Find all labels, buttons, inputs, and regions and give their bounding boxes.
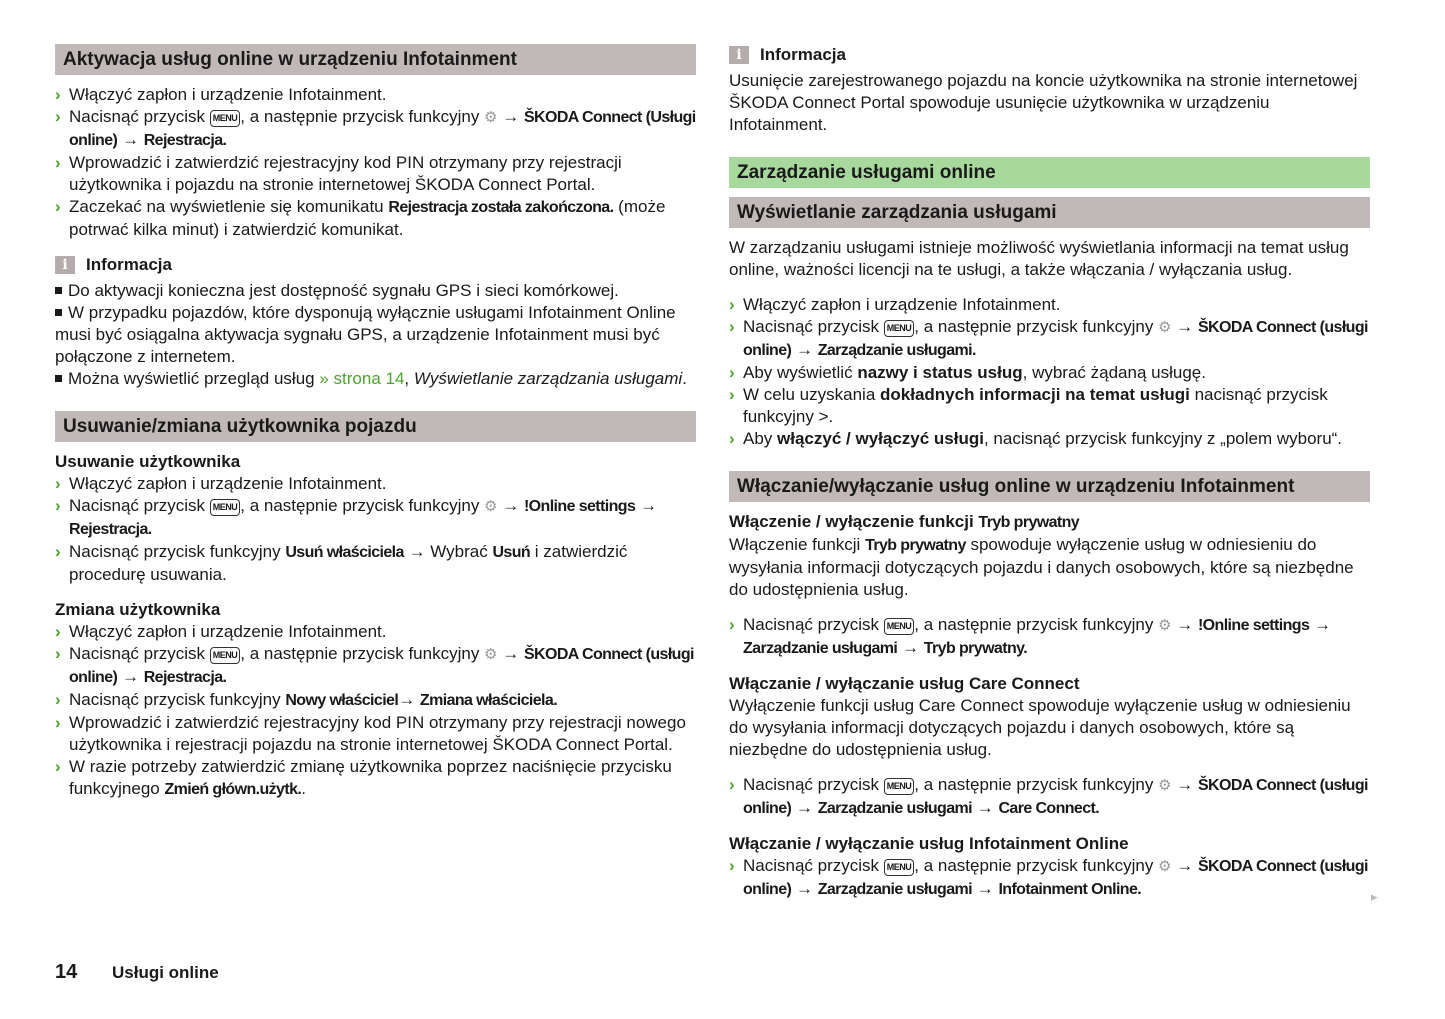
text: , wybrać żądaną usługę. — [1022, 363, 1206, 382]
spacer — [729, 761, 1370, 774]
text: Nacisnąć przycisk — [69, 644, 210, 663]
text: Usunięcie zarejestrowanego pojazdu na koncie użytkownika na stronie internetowej ŠKODA Connect Portal spowoduje usunięcie użytkownika w urządzeniu Infotainment. — [729, 71, 1358, 134]
text: W razie potrzeby zatwierdzić zmianę użytkownika poprzez naciśnięcie przycisku funkcyjnego — [69, 757, 672, 798]
info-icon: i — [729, 46, 749, 64]
emphasized-text: ŠKODA Connect (usługi online) — [743, 858, 1368, 898]
instruction-step — [55, 84, 696, 106]
instruction-step — [729, 316, 1370, 362]
menu-button-icon: MENU — [210, 499, 241, 516]
text: , a następnie przycisk funkcyjny — [914, 317, 1159, 336]
spacer — [729, 601, 1370, 614]
text: Nacisnąć przycisk — [743, 856, 884, 875]
text: Włączyć zapłon i urządzenie Infotainment. — [69, 622, 387, 641]
square-bullet-icon — [55, 287, 62, 294]
text: Usuwanie użytkownika — [55, 452, 241, 471]
bullet-arrow-icon: › — [55, 107, 61, 126]
info-icon: i — [55, 256, 75, 274]
text: → — [971, 879, 999, 898]
bullet-arrow-icon: › — [55, 474, 61, 493]
bullet-arrow-icon: › — [729, 295, 735, 314]
subheading — [729, 511, 1370, 534]
text: Nacisnąć przycisk funkcyjny — [69, 542, 286, 561]
bullet-arrow-icon: › — [55, 713, 61, 732]
section-heading — [55, 44, 696, 75]
text: → — [791, 340, 818, 359]
paragraph — [729, 70, 1370, 136]
spacer — [55, 390, 696, 411]
text: Nacisnąć przycisk — [743, 317, 884, 336]
menu-button-icon: MENU — [884, 859, 915, 876]
emphasized-text: Zarządzanie usługami. — [817, 342, 976, 359]
paragraph — [729, 237, 1370, 281]
emphasized-text: Tryb prywatny — [865, 537, 966, 554]
spacer — [729, 136, 1370, 157]
instruction-step — [729, 384, 1370, 428]
text: Aby — [743, 429, 778, 448]
gear-icon: ⚙ — [484, 646, 498, 663]
instruction-step — [729, 362, 1370, 384]
text: , a następnie przycisk funkcyjny — [914, 856, 1159, 875]
emphasized-text: Zarządzanie usługami — [817, 800, 972, 817]
subheading — [55, 451, 696, 473]
spacer — [729, 281, 1370, 294]
instruction-step — [55, 106, 696, 152]
section-name: Usługi online — [111, 963, 219, 982]
menu-button-icon: MENU — [210, 647, 241, 664]
text: W przypadku pojazdów, które dysponują wyłącznie usługami Infotainment Online musi być osiągalna aktywacja sygnału GPS, a urządzenie Infotainment musi być połączone z internetem. — [55, 303, 676, 366]
emphasized-text: Zarządzanie usługami — [743, 640, 898, 657]
emphasized-text: Usuń — [492, 544, 531, 561]
text: → — [497, 107, 524, 126]
page-reference-link[interactable]: » strona 14 — [319, 369, 405, 388]
bullet-arrow-icon: › — [55, 644, 61, 663]
text: Wprowadzić i zatwierdzić rejestracyjny kod PIN otrzymany przy rejestracji nowego użytkownika i rejestracji pojazdu na stronie internetowej ŠKODA Connect Portal. — [69, 713, 686, 754]
instruction-step — [729, 855, 1370, 901]
text: Można wyświetlić przegląd usług — [68, 369, 320, 388]
text: , — [404, 369, 414, 388]
text: → — [117, 130, 144, 149]
text: → Wybrać — [403, 542, 493, 561]
info-note-heading — [55, 254, 696, 276]
text: Włączyć zapłon i urządzenie Infotainment. — [69, 474, 387, 493]
instruction-step — [729, 428, 1370, 450]
text: . — [301, 779, 306, 798]
emphasized-text: Tryb prywatny. — [923, 640, 1028, 657]
text: Nacisnąć przycisk — [743, 615, 884, 634]
instruction-step — [729, 774, 1370, 820]
gear-icon: ⚙ — [484, 498, 498, 515]
square-bullet-icon — [55, 309, 62, 316]
chapter-heading — [729, 157, 1370, 188]
emphasized-text: Rejestracja. — [143, 132, 227, 149]
emphasized-text: !Online settings — [1197, 617, 1310, 634]
instruction-step — [55, 643, 696, 689]
text: , a następnie przycisk funkcyjny — [240, 644, 485, 663]
text: i zatwierdzić procedurę usuwania. — [69, 542, 628, 584]
instruction-step — [55, 689, 696, 712]
emphasized-text: ŠKODA Connect (usługi online) — [69, 646, 694, 686]
section-heading — [729, 197, 1370, 228]
text: (może potrwać kilka minut) i zatwierdzić komunikat. — [69, 197, 666, 239]
text: → — [1171, 856, 1198, 875]
text: Włączenie / wyłączenie funkcji — [729, 512, 979, 531]
text: Zaczekać na wyświetlenie się komunikatu — [69, 197, 389, 216]
text: → — [791, 798, 818, 817]
emphasized-text: ŠKODA Connect (Usługi online) — [69, 109, 696, 149]
emphasized-text: dokładnych informacji na temat usługi — [880, 385, 1190, 404]
bullet-arrow-icon: › — [55, 496, 61, 515]
emphasized-text: Rejestracja została zakończona. — [388, 199, 614, 216]
text: → — [1171, 317, 1198, 336]
emphasized-text: Zarządzanie usługami — [817, 881, 972, 898]
paragraph — [729, 695, 1370, 761]
page-number: 14 — [55, 961, 78, 983]
instruction-step — [55, 152, 696, 196]
emphasized-text: nazwy i status usług — [857, 363, 1023, 382]
instruction-step — [729, 614, 1370, 660]
text: → — [117, 667, 144, 686]
text: Wprowadzić i zatwierdzić rejestracyjny kod PIN otrzymany przy rejestracji użytkownika i pojazdu na stronie internetowej ŠKODA Connect Portal. — [69, 153, 622, 194]
menu-button-icon: MENU — [210, 110, 241, 127]
bullet-arrow-icon: › — [729, 429, 735, 448]
info-item — [55, 280, 696, 302]
text: → — [971, 798, 999, 817]
text: Wyłączenie funkcji usług Care Connect spowoduje wyłączenie usług w odniesieniu do wysyłania informacji dotyczących pojazdu i danych osobowych, które są niezbędne do udostępnienia usług. — [729, 696, 1351, 759]
menu-button-icon: MENU — [884, 618, 915, 635]
text: → — [497, 496, 524, 515]
text: Nacisnąć przycisk — [743, 775, 884, 794]
bullet-arrow-icon: › — [55, 757, 61, 776]
bullet-arrow-icon: › — [729, 775, 735, 794]
bullet-arrow-icon: › — [55, 197, 61, 216]
gear-icon: ⚙ — [1158, 319, 1172, 336]
text: Wyświetlanie zarządzania usługami — [737, 202, 1057, 223]
text: , a następnie przycisk funkcyjny — [914, 775, 1159, 794]
section-heading — [729, 471, 1370, 502]
text: Włączanie / wyłączanie usług Care Connect — [729, 674, 1080, 693]
instruction-step — [55, 495, 696, 541]
emphasized-text: Care Connect. — [998, 800, 1100, 817]
text: → — [1309, 615, 1331, 634]
spacer — [55, 586, 696, 599]
bullet-arrow-icon: › — [55, 690, 61, 709]
text: W celu uzyskania — [743, 385, 880, 404]
emphasized-text: !Online settings — [523, 498, 636, 515]
gear-icon: ⚙ — [1158, 617, 1172, 634]
text: → — [398, 690, 420, 709]
bullet-arrow-icon: › — [729, 615, 735, 634]
page-footer — [55, 961, 219, 984]
instruction-step — [55, 541, 696, 586]
next-page-icon: ▸ — [1371, 889, 1378, 904]
text: Włączyć zapłon i urządzenie Infotainment. — [69, 85, 387, 104]
emphasized-text: Rejestracja. — [143, 669, 227, 686]
emphasized-text: ŠKODA Connect (usługi online) — [743, 777, 1368, 817]
bullet-arrow-icon: › — [729, 856, 735, 875]
instruction-step — [55, 756, 696, 801]
instruction-step — [55, 196, 696, 241]
text: Nacisnąć przycisk — [69, 107, 210, 126]
text: → — [1171, 775, 1198, 794]
text: Informacja — [760, 45, 846, 64]
bullet-arrow-icon: › — [55, 85, 61, 104]
info-note-heading — [729, 44, 1370, 66]
bullet-arrow-icon: › — [55, 153, 61, 172]
spacer — [729, 820, 1370, 833]
bullet-arrow-icon: › — [55, 542, 61, 561]
right-column — [729, 44, 1370, 901]
subheading — [729, 833, 1370, 855]
text: , nacisnąć przycisk funkcyjny z „polem wyboru“. — [983, 429, 1343, 448]
emphasized-text: Usuń właściciela — [285, 544, 404, 561]
text: , a następnie przycisk funkcyjny — [914, 615, 1159, 634]
text: spowoduje wyłączenie usług w odniesieniu do wysyłania informacji dotyczących pojazdu i danych osobowych, które są niezbędne do udostępnienia usług. — [729, 535, 1354, 599]
section-heading — [55, 411, 696, 442]
gear-icon: ⚙ — [1158, 858, 1172, 875]
text: . — [682, 369, 687, 388]
text: Włączanie / wyłączanie usług Infotainment Online — [729, 834, 1129, 853]
text: Nacisnąć przycisk — [69, 496, 210, 515]
square-bullet-icon — [55, 375, 62, 382]
emphasized-text: Zmiana właściciela. — [419, 692, 558, 709]
bullet-arrow-icon: › — [729, 385, 735, 404]
text: Włączenie funkcji — [729, 535, 866, 554]
info-item — [55, 302, 696, 368]
menu-button-icon: MENU — [884, 320, 915, 337]
text: → — [635, 496, 657, 515]
text: → — [791, 879, 818, 898]
text: Usuwanie/zmiana użytkownika pojazdu — [63, 416, 417, 437]
text: → — [497, 644, 524, 663]
instruction-step — [55, 621, 696, 643]
text: Włączyć zapłon i urządzenie Infotainment. — [743, 295, 1061, 314]
text: Do aktywacji konieczna jest dostępność sygnału GPS i sieci komórkowej. — [68, 281, 619, 300]
text: Informacja — [86, 255, 172, 274]
text: nacisnąć przycisk funkcyjny >. — [743, 385, 1328, 426]
spacer — [729, 450, 1370, 471]
menu-button-icon: MENU — [884, 778, 915, 795]
text: W zarządzaniu usługami istnieje możliwość wyświetlania informacji na temat usług online, ważności licencji na te usługi, a także włączania / wyłączania usług. — [729, 238, 1349, 279]
instruction-step — [729, 294, 1370, 316]
emphasized-text: Nowy właściciel — [285, 692, 399, 709]
text: → — [1171, 615, 1198, 634]
emphasized-text: Zmień główn.użytk. — [164, 781, 302, 798]
gear-icon: ⚙ — [1158, 777, 1172, 794]
text: , a następnie przycisk funkcyjny — [240, 107, 485, 126]
text: Zmiana użytkownika — [55, 600, 221, 619]
text: , a następnie przycisk funkcyjny — [240, 496, 485, 515]
emphasized-text: Tryb prywatny — [978, 514, 1080, 531]
emphasized-text: ŠKODA Connect (usługi online) — [743, 319, 1368, 359]
text: → — [897, 638, 924, 657]
paragraph — [729, 534, 1370, 601]
emphasized-text: Infotainment Online. — [998, 881, 1142, 898]
left-column — [55, 44, 696, 801]
instruction-step — [55, 712, 696, 756]
info-item — [55, 368, 696, 390]
subheading — [729, 673, 1370, 695]
emphasized-text: włączyć / wyłączyć usługi — [777, 429, 984, 448]
italic-text: Wyświetlanie zarządzania usługami — [413, 369, 683, 388]
text: Włączanie/wyłączanie usług online w urządzeniu Infotainment — [737, 476, 1295, 497]
text: Nacisnąć przycisk funkcyjny — [69, 690, 286, 709]
subheading — [55, 599, 696, 621]
bullet-arrow-icon: › — [729, 363, 735, 382]
text: Zarządzanie usługami online — [737, 162, 996, 183]
bullet-arrow-icon: › — [729, 317, 735, 336]
spacer — [729, 660, 1370, 673]
bullet-arrow-icon: › — [55, 622, 61, 641]
text: Aktywacja usług online w urządzeniu Infotainment — [63, 49, 517, 70]
instruction-step — [55, 473, 696, 495]
text: Aby wyświetlić — [743, 363, 858, 382]
emphasized-text: Rejestracja. — [69, 521, 152, 538]
gear-icon: ⚙ — [484, 109, 498, 126]
